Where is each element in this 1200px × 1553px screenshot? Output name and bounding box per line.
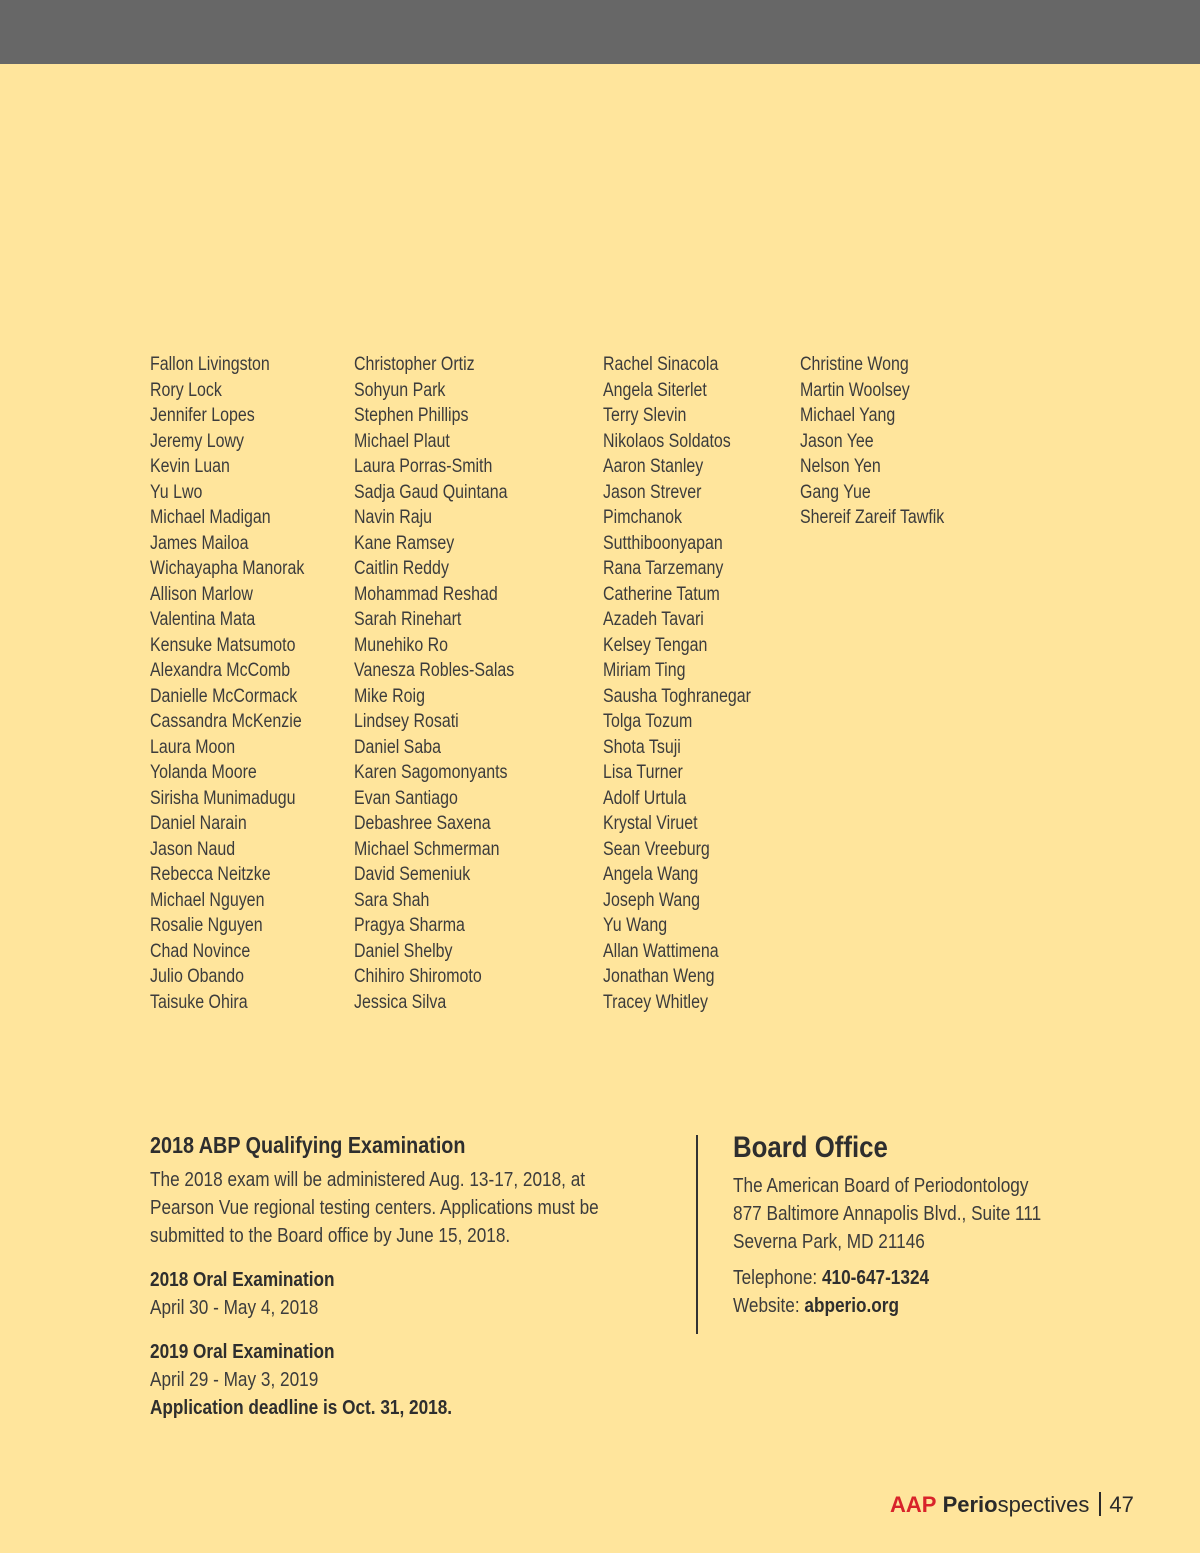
top-header-bar bbox=[0, 0, 1200, 64]
name-list-item: Daniel Shelby bbox=[354, 940, 453, 962]
name-list-item: Lindsey Rosati bbox=[354, 711, 459, 732]
office-address bbox=[733, 1172, 1173, 1256]
name-list-item: Navin Raju bbox=[354, 507, 433, 528]
name-list-item: Munehiko Ro bbox=[354, 634, 449, 656]
name-list-item: Evan Santiago bbox=[354, 787, 458, 809]
name-list-item: Jeremy Lowy bbox=[150, 430, 245, 452]
name-list-item: Taisuke Ohira bbox=[150, 991, 248, 1013]
website-link[interactable]: abperio.org bbox=[804, 1295, 900, 1317]
name-list-item: Karen Sagomonyants bbox=[354, 762, 508, 783]
website-line bbox=[733, 1292, 1111, 1320]
name-list-item: Alexandra McComb bbox=[150, 660, 291, 681]
name-list-item: Azadeh Tavari bbox=[603, 609, 704, 630]
name-list-item: David Semeniuk bbox=[354, 864, 471, 885]
footer-brand-perio: Perio bbox=[942, 1492, 998, 1517]
name-list-item: Jessica Silva bbox=[354, 991, 447, 1013]
name-list-item: Terry Slevin bbox=[603, 405, 687, 426]
name-list-item: Sadja Gaud Quintana bbox=[354, 481, 508, 503]
name-list-item: Laura Porras-Smith bbox=[354, 456, 493, 477]
name-list-item: Michael Plaut bbox=[354, 430, 450, 452]
address-line: The American Board of Periodontology bbox=[733, 1175, 1029, 1197]
name-list-item: Fallon Livingston bbox=[150, 354, 270, 375]
names-column-2 bbox=[354, 352, 545, 1015]
qualifying-exam-intro bbox=[150, 1166, 680, 1250]
name-list-item: Julio Obando bbox=[150, 966, 245, 987]
name-list-item: Adolf Urtula bbox=[603, 787, 687, 809]
name-list-item: Kelsey Tengan bbox=[603, 634, 708, 656]
name-list-item: Jason Yee bbox=[800, 430, 874, 452]
name-list-item: Michael Schmerman bbox=[354, 838, 500, 860]
name-list-item: Krystal Viruet bbox=[603, 813, 698, 834]
name-list-item: James Mailoa bbox=[150, 532, 249, 554]
application-deadline: Application deadline is Oct. 31, 2018. bbox=[150, 1397, 453, 1419]
name-list-item: Wichayapha Manorak bbox=[150, 558, 305, 579]
intro-line: The 2018 exam will be administered Aug. 13-17, 2018, at bbox=[150, 1169, 586, 1191]
name-list-item: Yu Wang bbox=[603, 915, 668, 936]
name-list-item: Sutthiboonyapan bbox=[603, 532, 723, 554]
section-divider bbox=[696, 1135, 698, 1334]
address-line: Severna Park, MD 21146 bbox=[733, 1231, 925, 1253]
name-list-item: Sirisha Munimadugu bbox=[150, 787, 296, 809]
oral-exam-2018-dates: April 30 - May 4, 2018 bbox=[150, 1297, 319, 1319]
name-list-item: Allison Marlow bbox=[150, 583, 253, 605]
telephone-line bbox=[733, 1264, 1111, 1292]
footer-brand-spectives: spectives bbox=[997, 1492, 1090, 1517]
name-list-item: Sara Shah bbox=[354, 889, 430, 911]
exam-info-section bbox=[150, 1130, 680, 1422]
name-list-item: Rana Tarzemany bbox=[603, 558, 724, 579]
name-list-item: Kensuke Matsumoto bbox=[150, 634, 296, 656]
address-line: 877 Baltimore Annapolis Blvd., Suite 111 bbox=[733, 1203, 1042, 1225]
name-list-item: Daniel Narain bbox=[150, 813, 247, 834]
name-list-item: Michael Nguyen bbox=[150, 889, 265, 911]
name-list-item: Nikolaos Soldatos bbox=[603, 430, 731, 452]
names-column-1 bbox=[150, 352, 334, 1015]
oral-exam-2018-title: 2018 Oral Examination bbox=[150, 1269, 335, 1291]
name-list-item: Gang Yue bbox=[800, 481, 871, 503]
name-list-item: Catherine Tatum bbox=[603, 583, 720, 605]
name-list-item: Rachel Sinacola bbox=[603, 354, 719, 375]
name-list-item: Valentina Mata bbox=[150, 609, 256, 630]
name-list-item: Mohammad Reshad bbox=[354, 583, 498, 605]
name-list-item: Stephen Phillips bbox=[354, 405, 469, 426]
name-list-item: Yolanda Moore bbox=[150, 762, 257, 783]
board-office-section bbox=[733, 1130, 1173, 1320]
name-list-item: Jason Strever bbox=[603, 481, 702, 503]
name-list-item: Shota Tsuji bbox=[603, 736, 681, 758]
name-list-item: Michael Madigan bbox=[150, 507, 271, 528]
name-list-item: Mike Roig bbox=[354, 685, 425, 707]
intro-line: Pearson Vue regional testing centers. Applications must be bbox=[150, 1197, 599, 1219]
name-list-item: Miriam Ting bbox=[603, 660, 686, 681]
page-footer bbox=[890, 1490, 1134, 1520]
oral-exam-2019-title: 2019 Oral Examination bbox=[150, 1341, 335, 1363]
name-list-item: Laura Moon bbox=[150, 736, 236, 758]
name-list-item: Aaron Stanley bbox=[603, 456, 704, 477]
name-list-item: Martin Woolsey bbox=[800, 379, 910, 401]
name-list-item: Daniel Saba bbox=[354, 736, 441, 758]
names-column-3 bbox=[603, 352, 779, 1015]
oral-exam-2019-dates: April 29 - May 3, 2019 bbox=[150, 1369, 319, 1391]
name-list-item: Chad Novince bbox=[150, 940, 251, 962]
name-list-item: Sean Vreeburg bbox=[603, 838, 710, 860]
name-list-item: Rory Lock bbox=[150, 379, 222, 401]
name-list-item: Allan Wattimena bbox=[603, 940, 719, 962]
name-list-item: Sohyun Park bbox=[354, 379, 446, 401]
name-list-item: Christine Wong bbox=[800, 354, 909, 375]
name-list-item: Jason Naud bbox=[150, 838, 236, 860]
footer-brand-aap: AAP bbox=[890, 1492, 937, 1517]
name-list-item: Rebecca Neitzke bbox=[150, 864, 271, 885]
name-list-item: Jonathan Weng bbox=[603, 966, 715, 987]
telephone-number: 410-647-1324 bbox=[821, 1267, 930, 1289]
name-list-item: Yu Lwo bbox=[150, 481, 203, 503]
footer-brand-wordmark bbox=[943, 1492, 1090, 1517]
name-list-item: Nelson Yen bbox=[800, 456, 881, 477]
name-list-item: Chihiro Shiromoto bbox=[354, 966, 482, 987]
name-list-item: Joseph Wang bbox=[603, 889, 701, 911]
name-list-item: Tolga Tozum bbox=[603, 711, 693, 732]
oral-exam-2019 bbox=[150, 1338, 680, 1422]
name-list-item: Kane Ramsey bbox=[354, 532, 455, 554]
name-list-item: Angela Siterlet bbox=[603, 379, 707, 401]
name-list-item: Michael Yang bbox=[800, 405, 896, 426]
name-list-item: Pragya Sharma bbox=[354, 915, 465, 936]
name-list-item: Vanesza Robles-Salas bbox=[354, 660, 515, 681]
intro-line: submitted to the Board office by June 15, 2018. bbox=[150, 1225, 511, 1247]
website-label: Website: bbox=[733, 1295, 800, 1317]
name-list-item: Lisa Turner bbox=[603, 762, 683, 783]
name-list-item: Sarah Rinehart bbox=[354, 609, 462, 630]
qualifying-exam-title: 2018 ABP Qualifying Examination bbox=[150, 1132, 466, 1158]
page-number: 47 bbox=[1109, 1492, 1134, 1517]
name-list-item: Danielle McCormack bbox=[150, 685, 298, 707]
name-list-item: Shereif Zareif Tawfik bbox=[800, 507, 945, 528]
oral-exam-2018 bbox=[150, 1266, 680, 1322]
name-list-item: Jennifer Lopes bbox=[150, 405, 255, 426]
name-list-item: Rosalie Nguyen bbox=[150, 915, 263, 936]
names-column-4 bbox=[800, 352, 972, 531]
name-list-item: Debashree Saxena bbox=[354, 813, 491, 834]
board-office-title: Board Office bbox=[733, 1131, 888, 1164]
name-list-item: Sausha Toghranegar bbox=[603, 685, 751, 707]
office-contact bbox=[733, 1264, 1173, 1320]
name-list-item: Angela Wang bbox=[603, 864, 699, 885]
name-list-item: Caitlin Reddy bbox=[354, 558, 449, 579]
name-list-item: Cassandra McKenzie bbox=[150, 711, 302, 732]
name-list-item: Tracey Whitley bbox=[603, 991, 708, 1013]
telephone-label: Telephone: bbox=[733, 1267, 818, 1289]
name-list-item: Christopher Ortiz bbox=[354, 354, 475, 375]
name-list-item: Kevin Luan bbox=[150, 456, 230, 477]
footer-separator bbox=[1099, 1492, 1101, 1516]
name-list-item: Pimchanok bbox=[603, 507, 682, 528]
